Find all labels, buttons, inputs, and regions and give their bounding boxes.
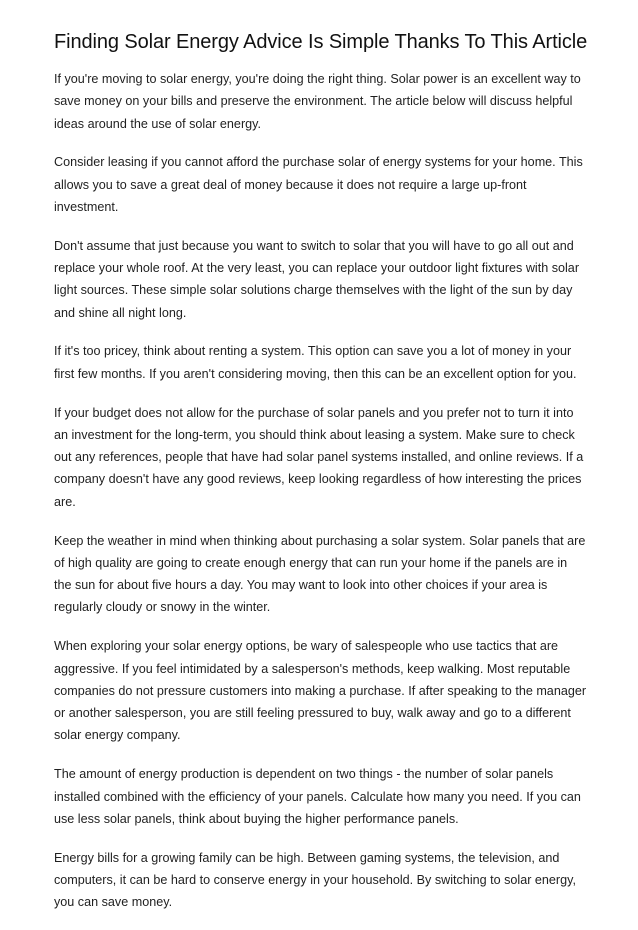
document-title: Finding Solar Energy Advice Is Simple Thanks To This Article	[54, 31, 588, 53]
paragraph-7: When exploring your solar energy options, be wary of salespeople who use tactics that are aggressive. If you feel intimidated by a salesperson's methods, keep walking. Most reputable companies do not pressure customers into making a purchase. If after speaking to the manager or another salesperson, you are still feeling pressured to buy, walk away and go to a different solar energy company.	[54, 639, 587, 743]
paragraph-5: If your budget does not allow for the purchase of solar panels and you prefer not to turn it into an investment for the long-term, you should think about leasing a system. Make sure to check out any references, people that have had solar panel systems installed, and online reviews. If a company doesn't have any good reviews, keep looking regardless of how interesting the prices are.	[54, 405, 584, 509]
paragraph-1: If you're moving to solar energy, you're doing the right thing. Solar power is an excellent way to save money on your bills and preserve the environment. The article below will discuss helpful ideas around the use of solar energy.	[54, 72, 581, 131]
article-body	[54, 68, 588, 930]
paragraph-9: Energy bills for a growing family can be high. Between gaming systems, the television, and computers, it can be hard to conserve energy in your household. By switching to solar energy, you can save money.	[54, 850, 576, 910]
paragraph-8: The amount of energy production is dependent on two things - the number of solar panels installed combined with the efficiency of your panels. Calculate how many you need. If you can use less solar panels, think about buying the higher performance panels.	[54, 767, 581, 826]
paragraph-2: Consider leasing if you cannot afford the purchase solar of energy systems for your home. This allows you to save a great deal of money because it does not require a large up-front investment.	[54, 155, 583, 214]
paragraph-6: Keep the weather in mind when thinking about purchasing a solar system. Solar panels that are of high quality are going to create enough energy that can run your home if the panels are in the sun for about five hours a day. You may want to look into other choices if your area is regularly cloudy or snowy in the winter.	[54, 533, 586, 615]
paragraph-4: If it's too pricey, think about renting a system. This option can save you a lot of money in your first few months. If you aren't considering moving, then this can be an excellent option for you.	[54, 344, 577, 381]
paragraph-3: Don't assume that just because you want to switch to solar that you will have to go all out and replace your whole roof. At the very least, you can replace your outdoor light fixtures with solar light sources. These simple solar solutions charge themselves with the light of the sun by day and shine all night long.	[54, 238, 580, 320]
